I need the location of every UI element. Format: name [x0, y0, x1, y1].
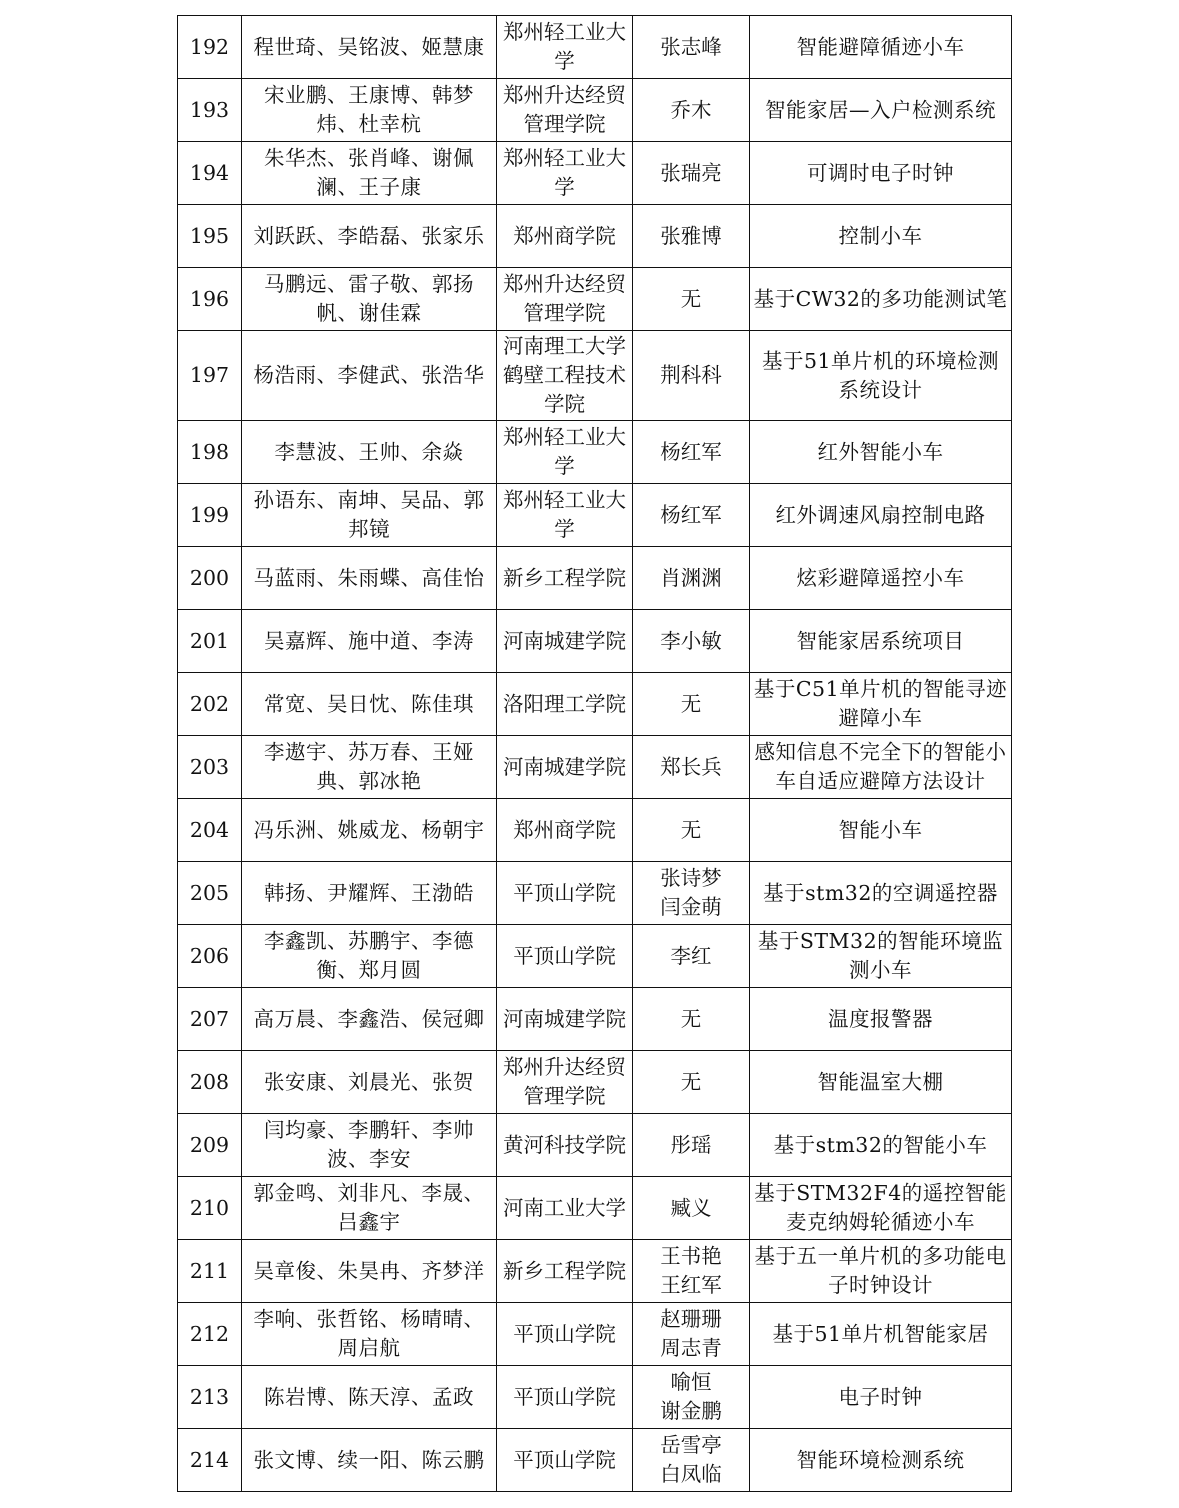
advisor-name: 张志峰 [633, 16, 750, 79]
table-row [178, 1429, 1012, 1492]
school-name: 新乡工程学院 [497, 547, 633, 610]
row-number: 201 [178, 610, 242, 673]
school-name: 河南城建学院 [497, 988, 633, 1051]
team-members: 韩扬、尹耀辉、王渤皓 [242, 862, 497, 925]
advisor-name: 彤瑶 [633, 1114, 750, 1177]
school-name: 河南城建学院 [497, 610, 633, 673]
project-title: 基于五一单片机的多功能电子时钟设计 [750, 1240, 1012, 1303]
team-members: 郭金鸣、刘非凡、李晟、吕鑫宇 [242, 1177, 497, 1240]
advisor-name: 肖渊渊 [633, 547, 750, 610]
team-members: 吴章俊、朱昊冉、齐梦洋 [242, 1240, 497, 1303]
row-number: 192 [178, 16, 242, 79]
team-members: 杨浩雨、李健武、张浩华 [242, 331, 497, 421]
project-title: 智能家居系统项目 [750, 610, 1012, 673]
team-members: 冯乐洲、姚威龙、杨朝宇 [242, 799, 497, 862]
project-title: 基于51单片机智能家居 [750, 1303, 1012, 1366]
school-name: 黄河科技学院 [497, 1114, 633, 1177]
advisor-name: 岳雪亭 白凤临 [633, 1429, 750, 1492]
team-members: 李响、张哲铭、杨晴晴、周启航 [242, 1303, 497, 1366]
table-row [178, 1303, 1012, 1366]
table-row [178, 799, 1012, 862]
school-name: 郑州升达经贸管理学院 [497, 1051, 633, 1114]
project-title: 电子时钟 [750, 1366, 1012, 1429]
table-row [178, 79, 1012, 142]
project-title: 可调时电子时钟 [750, 142, 1012, 205]
project-title: 智能避障循迹小车 [750, 16, 1012, 79]
row-number: 198 [178, 421, 242, 484]
school-name: 平顶山学院 [497, 1303, 633, 1366]
table-row [178, 1366, 1012, 1429]
table-row [178, 268, 1012, 331]
advisor-name: 赵珊珊 周志青 [633, 1303, 750, 1366]
row-number: 195 [178, 205, 242, 268]
table-row [178, 673, 1012, 736]
project-title: 基于CW32的多功能测试笔 [750, 268, 1012, 331]
project-title: 智能家居—入户检测系统 [750, 79, 1012, 142]
school-name: 郑州升达经贸管理学院 [497, 268, 633, 331]
school-name: 郑州商学院 [497, 205, 633, 268]
project-title: 控制小车 [750, 205, 1012, 268]
project-title: 智能环境检测系统 [750, 1429, 1012, 1492]
row-number: 196 [178, 268, 242, 331]
team-members: 陈岩博、陈天淳、孟政 [242, 1366, 497, 1429]
team-members: 马鹏远、雷子敬、郭扬帆、谢佳霖 [242, 268, 497, 331]
school-name: 新乡工程学院 [497, 1240, 633, 1303]
table-row [178, 484, 1012, 547]
school-name: 郑州轻工业大学 [497, 142, 633, 205]
project-title: 基于STM32的智能环境监测小车 [750, 925, 1012, 988]
row-number: 194 [178, 142, 242, 205]
table-row [178, 421, 1012, 484]
row-number: 212 [178, 1303, 242, 1366]
row-number: 213 [178, 1366, 242, 1429]
table-row [178, 547, 1012, 610]
advisor-name: 张雅博 [633, 205, 750, 268]
team-members: 宋业鹏、王康博、韩梦炜、杜幸杭 [242, 79, 497, 142]
table-row [178, 988, 1012, 1051]
school-name: 平顶山学院 [497, 1366, 633, 1429]
project-title: 智能小车 [750, 799, 1012, 862]
advisor-name: 无 [633, 268, 750, 331]
project-title: 基于C51单片机的智能寻迹避障小车 [750, 673, 1012, 736]
row-number: 211 [178, 1240, 242, 1303]
table-row [178, 16, 1012, 79]
table-row [178, 925, 1012, 988]
advisor-name: 无 [633, 988, 750, 1051]
school-name: 洛阳理工学院 [497, 673, 633, 736]
advisor-name: 李红 [633, 925, 750, 988]
row-number: 200 [178, 547, 242, 610]
project-title: 红外智能小车 [750, 421, 1012, 484]
row-number: 207 [178, 988, 242, 1051]
advisor-name: 乔木 [633, 79, 750, 142]
advisor-name: 荆科科 [633, 331, 750, 421]
row-number: 214 [178, 1429, 242, 1492]
table-row [178, 736, 1012, 799]
row-number: 197 [178, 331, 242, 421]
advisor-name: 无 [633, 1051, 750, 1114]
school-name: 河南理工大学鹤壁工程技术学院 [497, 331, 633, 421]
row-number: 206 [178, 925, 242, 988]
advisor-name: 张瑞亮 [633, 142, 750, 205]
team-members: 吴嘉辉、施中道、李涛 [242, 610, 497, 673]
team-members: 刘跃跃、李皓磊、张家乐 [242, 205, 497, 268]
project-title: 基于stm32的空调遥控器 [750, 862, 1012, 925]
project-title: 炫彩避障遥控小车 [750, 547, 1012, 610]
award-table-body [178, 16, 1012, 1492]
school-name: 平顶山学院 [497, 862, 633, 925]
advisor-name: 郑长兵 [633, 736, 750, 799]
school-name: 平顶山学院 [497, 1429, 633, 1492]
table-row [178, 1114, 1012, 1177]
row-number: 193 [178, 79, 242, 142]
project-title: 基于STM32F4的遥控智能麦克纳姆轮循迹小车 [750, 1177, 1012, 1240]
advisor-name: 臧义 [633, 1177, 750, 1240]
team-members: 马蓝雨、朱雨蝶、高佳怡 [242, 547, 497, 610]
project-title: 温度报警器 [750, 988, 1012, 1051]
table-row [178, 142, 1012, 205]
advisor-name: 无 [633, 799, 750, 862]
advisor-name: 张诗梦 闫金萌 [633, 862, 750, 925]
row-number: 203 [178, 736, 242, 799]
team-members: 闫均豪、李鹏轩、李帅波、李安 [242, 1114, 497, 1177]
school-name: 郑州商学院 [497, 799, 633, 862]
school-name: 郑州升达经贸管理学院 [497, 79, 633, 142]
row-number: 202 [178, 673, 242, 736]
team-members: 朱华杰、张肖峰、谢佩澜、王子康 [242, 142, 497, 205]
school-name: 郑州轻工业大学 [497, 16, 633, 79]
school-name: 河南工业大学 [497, 1177, 633, 1240]
table-row [178, 331, 1012, 421]
project-title: 智能温室大棚 [750, 1051, 1012, 1114]
advisor-name: 喻恒 谢金鹏 [633, 1366, 750, 1429]
team-members: 李遨宇、苏万春、王娅典、郭冰艳 [242, 736, 497, 799]
row-number: 209 [178, 1114, 242, 1177]
table-row [178, 862, 1012, 925]
award-list-sheet [177, 15, 1012, 1492]
advisor-name: 李小敏 [633, 610, 750, 673]
team-members: 张文博、续一阳、陈云鹏 [242, 1429, 497, 1492]
team-members: 程世琦、吴铭波、姬慧康 [242, 16, 497, 79]
team-members: 张安康、刘晨光、张贺 [242, 1051, 497, 1114]
table-row [178, 1177, 1012, 1240]
project-title: 基于51单片机的环境检测系统设计 [750, 331, 1012, 421]
team-members: 孙语东、南坤、吴品、郭邦镜 [242, 484, 497, 547]
table-row [178, 1240, 1012, 1303]
team-members: 李鑫凯、苏鹏宇、李德衡、郑月圆 [242, 925, 497, 988]
team-members: 高万晨、李鑫浩、侯冠卿 [242, 988, 497, 1051]
school-name: 郑州轻工业大学 [497, 484, 633, 547]
table-row [178, 610, 1012, 673]
team-members: 李慧波、王帅、余焱 [242, 421, 497, 484]
table-row [178, 205, 1012, 268]
row-number: 208 [178, 1051, 242, 1114]
table-row [178, 1051, 1012, 1114]
row-number: 210 [178, 1177, 242, 1240]
row-number: 199 [178, 484, 242, 547]
project-title: 基于stm32的智能小车 [750, 1114, 1012, 1177]
advisor-name: 王书艳 王红军 [633, 1240, 750, 1303]
advisor-name: 无 [633, 673, 750, 736]
school-name: 平顶山学院 [497, 925, 633, 988]
advisor-name: 杨红军 [633, 421, 750, 484]
project-title: 红外调速风扇控制电路 [750, 484, 1012, 547]
project-title: 感知信息不完全下的智能小车自适应避障方法设计 [750, 736, 1012, 799]
advisor-name: 杨红军 [633, 484, 750, 547]
row-number: 205 [178, 862, 242, 925]
school-name: 郑州轻工业大学 [497, 421, 633, 484]
school-name: 河南城建学院 [497, 736, 633, 799]
award-table [177, 15, 1012, 1492]
team-members: 常宽、吴日忱、陈佳琪 [242, 673, 497, 736]
row-number: 204 [178, 799, 242, 862]
